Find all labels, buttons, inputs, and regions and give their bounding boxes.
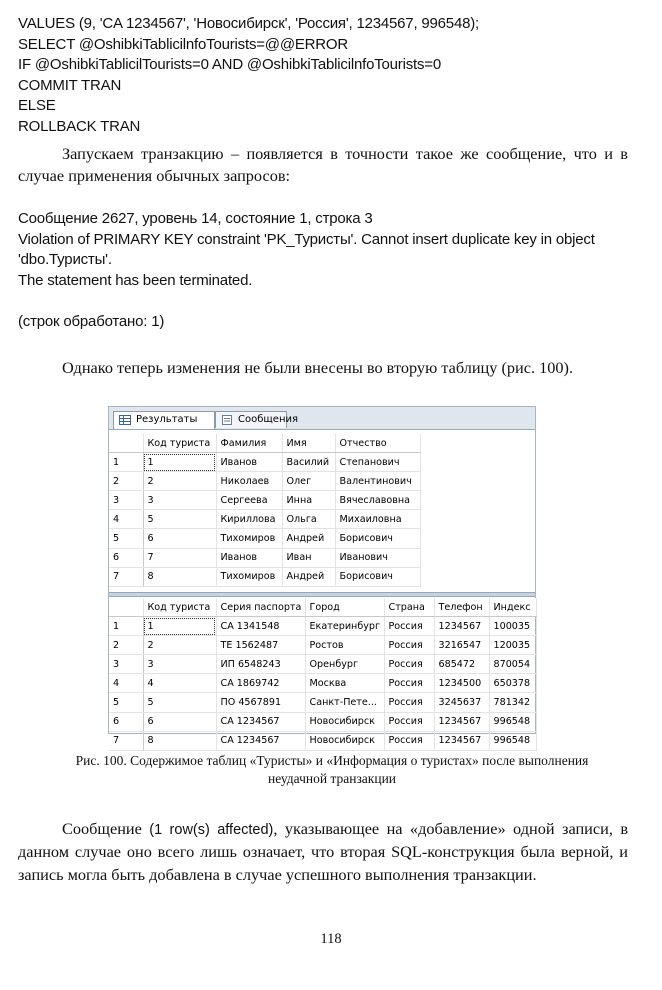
corner-cell <box>109 434 143 453</box>
cell[interactable]: Иванов <box>216 453 282 472</box>
cell[interactable]: Россия <box>384 693 434 712</box>
column-header[interactable]: Серия паспорта <box>216 598 305 617</box>
cell[interactable]: 996548 <box>489 731 536 750</box>
cell[interactable]: 3 <box>143 655 216 674</box>
tab-messages[interactable] <box>215 411 299 428</box>
cell[interactable]: 2 <box>143 636 216 655</box>
table-row[interactable] <box>109 636 536 655</box>
cell[interactable]: Инна <box>282 491 335 510</box>
column-header[interactable]: Код туриста <box>143 434 216 453</box>
cell[interactable]: 1234567 <box>434 731 489 750</box>
cell[interactable]: Кириллова <box>216 510 282 529</box>
code-line: VALUES (9, 'CA 1234567', 'Новосибирск', 'Россия', 1234567, 996548); <box>18 15 479 32</box>
cell[interactable]: Санкт-Пете... <box>305 693 384 712</box>
paragraph-figure-ref: Однако теперь изменения не были внесены во вторую таблицу (рис. 100). <box>62 358 574 377</box>
code-line: IF @OshibkiTablicilTourists=0 AND @OshibkiTablicilnfoTourists=0 <box>18 56 442 73</box>
code-line: ELSE <box>18 97 56 114</box>
row-number: 2 <box>109 636 143 655</box>
cell[interactable]: Россия <box>384 674 434 693</box>
cell[interactable]: Екатеринбург <box>305 617 384 636</box>
cell[interactable]: TE 1562487 <box>216 636 305 655</box>
table-row[interactable] <box>109 731 536 750</box>
table-row[interactable] <box>109 567 420 586</box>
cell[interactable]: CA 1869742 <box>216 674 305 693</box>
cell[interactable]: 1234567 <box>434 617 489 636</box>
cell[interactable]: CA 1234567 <box>216 731 305 750</box>
table-row[interactable] <box>109 693 536 712</box>
cell[interactable]: 5 <box>143 510 216 529</box>
code-line: SELECT @OshibkiTablicilnfoTourists=@@ERROR <box>18 35 349 53</box>
paragraph-intro: Запускаем транзакцию – появляется в точности такое же сообщение, что и в случае применения обычных запросов: <box>18 144 628 186</box>
message-line: Сообщение 2627, уровень 14, состояние 1, строка 3 <box>18 210 373 227</box>
cell[interactable]: 1 <box>143 453 216 472</box>
table-row[interactable] <box>109 472 420 491</box>
row-number: 5 <box>109 529 143 548</box>
cell[interactable]: Иванович <box>335 548 420 567</box>
cell[interactable]: Оренбург <box>305 655 384 674</box>
tourist-info-table <box>109 598 537 751</box>
code-line: COMMIT TRAN <box>18 76 122 94</box>
table-row[interactable] <box>109 529 420 548</box>
cell[interactable]: Тихомиров <box>216 567 282 586</box>
column-header[interactable]: Код туриста <box>143 598 216 617</box>
cell[interactable]: Иванов <box>216 548 282 567</box>
cell[interactable]: Василий <box>282 453 335 472</box>
cell[interactable]: Валентинович <box>335 472 420 491</box>
cell[interactable]: 8 <box>143 731 216 750</box>
cell[interactable]: 650378 <box>489 674 536 693</box>
cell[interactable]: 996548 <box>489 712 536 731</box>
query-results-screenshot <box>108 406 536 747</box>
cell[interactable]: ПО 4567891 <box>216 693 305 712</box>
table-row[interactable] <box>109 453 420 472</box>
message-line: The statement has been terminated. <box>18 271 253 289</box>
cell[interactable]: Сергеева <box>216 491 282 510</box>
paragraph-text: , указывающее на «добавление» одной записи, в данном случае оно всего лишь означает, что вторая SQL-конструкция была верной, и запись могла быть добавлена в случае успешного выполнения транзакции. <box>18 819 629 884</box>
column-header[interactable]: Индекс <box>489 598 536 617</box>
cell[interactable]: Россия <box>384 712 434 731</box>
column-header[interactable]: Город <box>305 598 384 617</box>
cell[interactable]: Новосибирск <box>305 731 384 750</box>
figure-caption <box>18 752 646 788</box>
cell[interactable]: Ростов <box>305 636 384 655</box>
row-number: 4 <box>109 674 143 693</box>
cell[interactable]: 3245637 <box>434 693 489 712</box>
cell[interactable]: 870054 <box>489 655 536 674</box>
column-header[interactable]: Телефон <box>434 598 489 617</box>
cell[interactable]: 781342 <box>489 693 536 712</box>
message-line: (строк обработано: 1) <box>18 312 165 330</box>
row-number: 6 <box>109 712 143 731</box>
cell[interactable]: CA 1234567 <box>216 712 305 731</box>
cell[interactable]: 8 <box>143 567 216 586</box>
cell[interactable]: Олег <box>282 472 335 491</box>
caption-line: Рис. 100. Содержимое таблиц «Туристы» и «Информация о туристах» после выполнения <box>75 753 589 768</box>
cell[interactable]: Борисович <box>335 567 420 586</box>
results-tab-bar <box>109 407 535 430</box>
row-number: 3 <box>109 491 143 510</box>
tourists-table <box>109 434 421 587</box>
cell[interactable]: Борисович <box>335 529 420 548</box>
cell[interactable]: Михаиловна <box>335 510 420 529</box>
table-row[interactable] <box>109 617 536 636</box>
grid-icon <box>119 415 131 425</box>
cell[interactable]: Россия <box>384 655 434 674</box>
row-number: 6 <box>109 548 143 567</box>
cell[interactable]: Вячеславовна <box>335 491 420 510</box>
column-header[interactable]: Имя <box>282 434 335 453</box>
row-number: 7 <box>109 567 143 586</box>
cell[interactable]: 4 <box>143 674 216 693</box>
cell[interactable]: ИП 6548243 <box>216 655 305 674</box>
header-row <box>109 434 420 453</box>
cell[interactable]: 5 <box>143 693 216 712</box>
message-icon <box>221 415 233 425</box>
cell[interactable]: 7 <box>143 548 216 567</box>
table-row[interactable] <box>109 655 536 674</box>
cell[interactable]: 100035 <box>489 617 536 636</box>
column-header[interactable]: Отчество <box>335 434 420 453</box>
cell[interactable]: 3216547 <box>434 636 489 655</box>
cell[interactable]: Новосибирск <box>305 712 384 731</box>
paragraph-conclusion <box>18 818 628 886</box>
page-number: 118 <box>320 931 342 947</box>
row-number: 1 <box>109 617 143 636</box>
cell[interactable]: Россия <box>384 731 434 750</box>
cell[interactable]: Москва <box>305 674 384 693</box>
message-line: Violation of PRIMARY KEY constraint 'PK_Туристы'. Cannot insert duplicate key in object <box>18 230 595 248</box>
table-row[interactable] <box>109 548 420 567</box>
row-number: 4 <box>109 510 143 529</box>
header-row <box>109 598 536 617</box>
code-line: ROLLBACK TRAN <box>18 117 141 135</box>
column-header[interactable]: Страна <box>384 598 434 617</box>
cell[interactable]: Андрей <box>282 567 335 586</box>
row-number: 1 <box>109 453 143 472</box>
message-line: 'dbo.Туристы'. <box>18 251 112 268</box>
caption-line: неудачной транзакции <box>267 771 397 786</box>
corner-cell <box>109 598 143 617</box>
cell[interactable]: Россия <box>384 636 434 655</box>
cell[interactable]: Тихомиров <box>216 529 282 548</box>
cell[interactable]: 6 <box>143 529 216 548</box>
cell[interactable]: Степанович <box>335 453 420 472</box>
table-row[interactable] <box>109 510 420 529</box>
tab-results-label: Результаты <box>136 414 198 425</box>
cell[interactable]: 3 <box>143 491 216 510</box>
tab-results[interactable] <box>113 411 215 429</box>
table-row[interactable] <box>109 674 536 693</box>
paragraph-text: Сообщение <box>62 819 150 838</box>
cell[interactable]: 120035 <box>489 636 536 655</box>
cell[interactable]: 1234567 <box>434 712 489 731</box>
row-number: 7 <box>109 731 143 750</box>
cell[interactable]: 2 <box>143 472 216 491</box>
cell[interactable]: Николаев <box>216 472 282 491</box>
cell[interactable]: 685472 <box>434 655 489 674</box>
inline-code: (1 row(s) affected) <box>149 822 274 838</box>
table-row[interactable] <box>109 712 536 731</box>
cell[interactable]: Ольга <box>282 510 335 529</box>
cell[interactable]: 6 <box>143 712 216 731</box>
table-row[interactable] <box>109 491 420 510</box>
cell[interactable]: CA 1341548 <box>216 617 305 636</box>
cell[interactable]: Россия <box>384 617 434 636</box>
cell[interactable]: 1234500 <box>434 674 489 693</box>
row-number: 3 <box>109 655 143 674</box>
cell[interactable]: Андрей <box>282 529 335 548</box>
row-number: 2 <box>109 472 143 491</box>
cell[interactable]: 1 <box>143 617 216 636</box>
cell[interactable]: Иван <box>282 548 335 567</box>
tab-messages-label: Сообщения <box>238 414 299 425</box>
row-number: 5 <box>109 693 143 712</box>
grid-splitter[interactable] <box>109 592 535 597</box>
column-header[interactable]: Фамилия <box>216 434 282 453</box>
